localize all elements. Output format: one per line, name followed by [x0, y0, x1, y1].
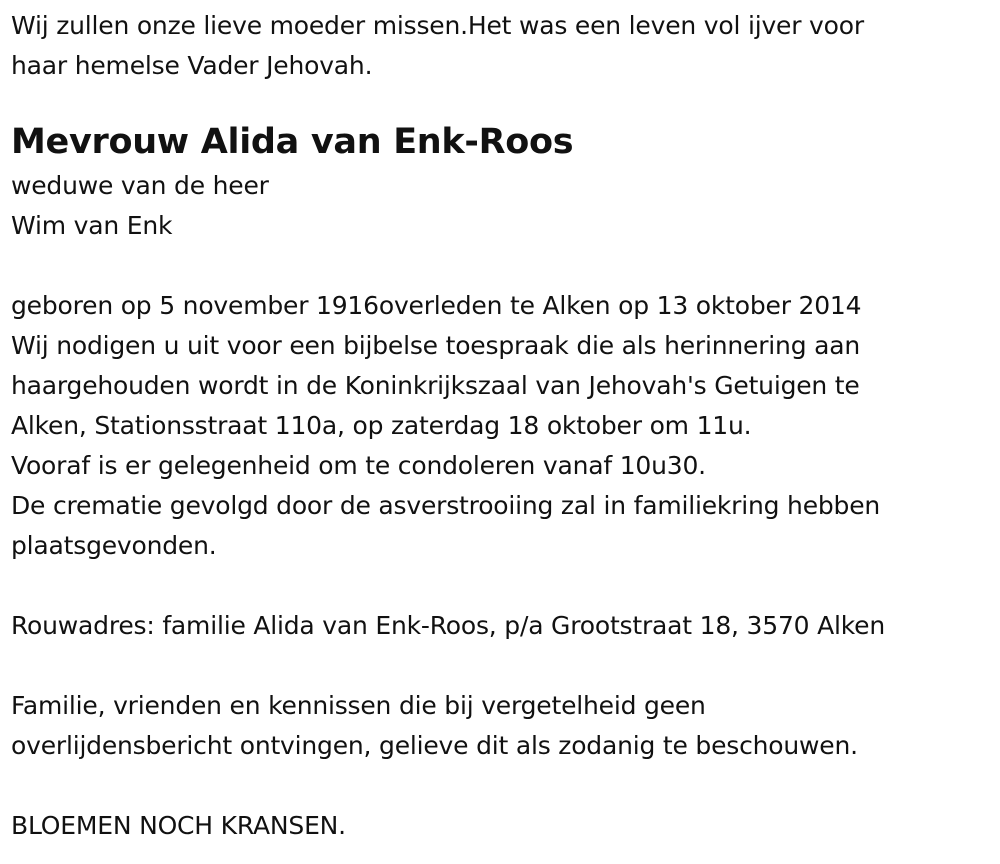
intro-line: Wij zullen onze lieve moeder missen.Het was een leven vol ijver voor [11, 11, 864, 40]
intro-text [11, 6, 991, 86]
birth-death-dates: geboren op 5 november 1916overleden te Alken op 13 oktober 2014 [11, 291, 862, 320]
deceased-name: Mevrouw Alida van Enk-Roos [11, 122, 574, 162]
spacer [11, 566, 991, 606]
obituary-notice [11, 0, 991, 846]
spouse-name: Wim van Enk [11, 211, 173, 240]
widow-of-line: weduwe van de heer [11, 171, 269, 200]
flowers-notice: BLOEMEN NOCH KRANSEN. [11, 811, 346, 840]
spacer [11, 646, 991, 686]
intro-line: haar hemelse Vader Jehovah. [11, 51, 373, 80]
spacer [11, 766, 991, 806]
mourning-address: Rouwadres: familie Alida van Enk-Roos, p/a Grootstraat 18, 3570 Alken [11, 611, 885, 640]
notice-line: overlijdensbericht ontvingen, gelieve dit als zodanig te beschouwen. [11, 731, 858, 760]
cremation-line: De crematie gevolgd door de asverstrooiing zal in familiekring hebben [11, 491, 881, 520]
ceremony-line: haargehouden wordt in de Koninkrijkszaal van Jehovah's Getuigen te [11, 371, 860, 400]
notice-line: Familie, vrienden en kennissen die bij vergetelheid geen [11, 691, 706, 720]
ceremony-line: Wij nodigen u uit voor een bijbelse toespraak die als herinnering aan [11, 331, 860, 360]
condolences-line: Vooraf is er gelegenheid om te condoleren vanaf 10u30. [11, 451, 706, 480]
cremation-line: plaatsgevonden. [11, 531, 217, 560]
spacer [11, 246, 991, 286]
ceremony-line: Alken, Stationsstraat 110a, op zaterdag 18 oktober om 11u. [11, 411, 752, 440]
